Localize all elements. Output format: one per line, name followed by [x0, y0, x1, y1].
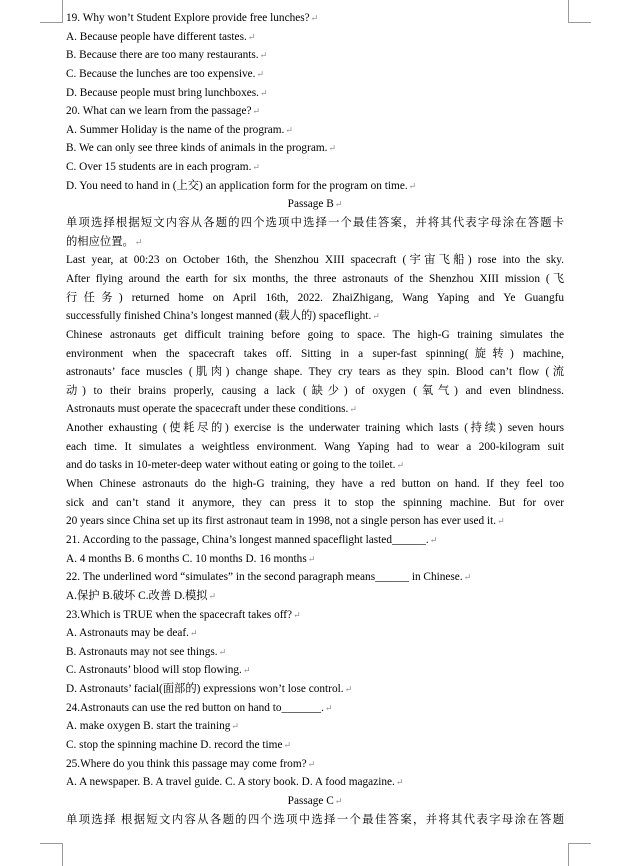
text-line-content: 20 years since China set up its first astronaut team in 1998, not a single person has ever used it. [66, 515, 497, 528]
text-line-content: A.保护 B.破坏 C.改善 D.模拟 [66, 589, 208, 602]
paragraph-mark-icon: ↵ [189, 628, 198, 639]
text-line [66, 214, 564, 233]
text-line [66, 755, 564, 774]
text-line [66, 9, 564, 28]
text-line [66, 606, 564, 625]
paragraph-mark-icon: ↵ [256, 68, 265, 79]
paragraph-mark-icon: ↵ [328, 143, 337, 154]
text-line [66, 84, 564, 103]
paragraph-mark-icon: ↵ [218, 646, 227, 657]
paragraph-mark-icon: ↵ [285, 124, 293, 135]
text-line-content: astronauts’ face muscles (肌肉) change shape. They cry tears as they spin. Blood can’t flow (流 [66, 366, 564, 379]
text-line-content: Astronauts must operate the spacecraft under these conditions. [66, 403, 349, 416]
text-line [66, 139, 564, 158]
paragraph-mark-icon: ↵ [324, 702, 333, 713]
text-line-content: 25.Where do you think this passage may come from? [66, 757, 307, 770]
paragraph-mark-icon: ↵ [429, 534, 438, 545]
text-line [66, 438, 564, 457]
text-line [66, 177, 564, 196]
text-line [66, 568, 564, 587]
text-line-content: When Chinese astronauts do the high-G training, they have a red button on hand. If they feel too [66, 478, 564, 491]
paragraph-mark-icon: ↵ [283, 739, 292, 750]
paragraph-mark-icon: ↵ [372, 311, 380, 322]
paragraph-mark-icon: ↵ [349, 404, 357, 415]
text-line [66, 289, 564, 308]
paragraph-mark-icon: ↵ [259, 87, 268, 98]
text-line-content: 的相应位置。 [66, 235, 134, 248]
document-body [66, 9, 564, 829]
text-line [66, 811, 564, 830]
paragraph-mark-icon: ↵ [307, 553, 316, 564]
text-line-content: D. Because people must bring lunchboxes. [66, 86, 259, 99]
text-line-content: C. Astronauts’ blood will stop flowing. [66, 664, 242, 677]
text-line-content: A. 4 months B. 6 months C. 10 months D. 16 months [66, 552, 307, 565]
paragraph-mark-icon: ↵ [247, 31, 256, 42]
text-line [66, 419, 564, 438]
text-line [66, 512, 564, 531]
text-line-content: and do tasks in 10-meter-deep water without eating or going to the toilet. [66, 459, 396, 472]
paragraph-mark-icon: ↵ [134, 236, 143, 247]
text-line-content: A. A newspaper. B. A travel guide. C. A story book. D. A food magazine. [66, 776, 395, 789]
paragraph-mark-icon: ↵ [408, 180, 417, 191]
paragraph-mark-icon: ↵ [208, 590, 217, 601]
text-line-content: B. Astronauts may not see things. [66, 645, 218, 658]
paragraph-mark-icon: ↵ [310, 13, 319, 23]
text-line-content: 21. According to the passage, China’s longest manned spaceflight lasted______. [66, 533, 429, 546]
text-line [66, 65, 564, 84]
text-line-content: Another exhausting (使耗尽的) exercise is the underwater training which lasts (持续) seven hours [66, 422, 564, 435]
paragraph-mark-icon: ↵ [252, 162, 260, 173]
text-line-content: Chinese astronauts get difficult training before going to space. The high-G training simulates the [66, 328, 564, 341]
text-line-content: 动) to their brains properly, causing a lack (缺少) of oxygen (氧气) and even blindness. [66, 384, 564, 397]
text-line [66, 251, 564, 270]
text-line-content: B. We can only see three kinds of animals in the program. [66, 142, 328, 155]
paragraph-mark-icon: ↵ [242, 665, 251, 676]
paragraph-mark-icon: ↵ [396, 460, 405, 471]
text-line [66, 233, 564, 252]
paragraph-mark-icon: ↵ [334, 795, 343, 806]
page-corner-mark-bottom-left [40, 843, 63, 866]
text-line [66, 158, 564, 177]
paragraph-mark-icon: ↵ [497, 516, 505, 527]
text-line [66, 363, 564, 382]
text-line [66, 550, 564, 569]
text-line [66, 307, 564, 326]
page-corner-mark-bottom-right [568, 843, 591, 866]
text-line-content: C. Because the lunches are too expensive. [66, 67, 256, 80]
text-line [66, 587, 564, 606]
text-line-content: C. Over 15 students are in each program. [66, 161, 252, 174]
page-corner-mark-top-right [568, 0, 591, 23]
text-line [66, 28, 564, 47]
text-line-content: each time. It simulates a weightless environment. Wang Yaping had to wear a 200-kilogram suit [66, 440, 564, 453]
paragraph-mark-icon: ↵ [344, 684, 353, 695]
text-line [66, 773, 564, 792]
text-line [66, 382, 564, 401]
text-line [66, 326, 564, 345]
text-line-content: 单项选择 根据短文内容从各题的四个选项中选择一个最佳答案，并将其代表字母涂在答题 [66, 813, 564, 826]
text-line-content: sick and can’t stand it anymore, they can press it to stop the spinning machine. But for over [66, 496, 564, 509]
text-line [66, 717, 564, 736]
text-line [66, 494, 564, 513]
text-line [66, 792, 564, 811]
page-corner-mark-top-left [40, 0, 63, 23]
text-line [66, 102, 564, 121]
text-line-content: 单项选择根据短文内容从各题的四个选项中选择一个最佳答案，并将其代表字母涂在答题卡 [66, 217, 564, 230]
text-line [66, 531, 564, 550]
text-line [66, 46, 564, 65]
text-line [66, 661, 564, 680]
text-line-content: 行任务) returned home on April 16th, 2022. ZhaiZhigang, Wang Yaping and Ye Guangfu [66, 291, 564, 304]
text-line-content: After flying around the earth for six months, the three astronauts of the Shenzhou XIII mission (飞 [66, 272, 564, 285]
text-line-content: Passage C [287, 794, 334, 807]
text-line-content: 19. Why won’t Student Explore provide free lunches? [66, 12, 310, 24]
text-line-content: A. Because people have different tastes. [66, 30, 247, 43]
text-line-content: environment when the spacecraft takes off. Sitting in a super-fast spinning(旋转) machine, [66, 347, 564, 360]
paragraph-mark-icon: ↵ [395, 777, 404, 788]
text-line-content: successfully finished China’s longest manned (载人的) spaceflight. [66, 310, 372, 323]
text-line-content: 23.Which is TRUE when the spacecraft takes off? [66, 608, 293, 621]
text-line-content: Last year, at 00:23 on October 16th, the Shenzhou XIII spacecraft (宇宙飞船) rose into the sky. [66, 254, 564, 267]
text-line [66, 680, 564, 699]
text-line [66, 345, 564, 364]
paragraph-mark-icon: ↵ [334, 199, 343, 210]
text-line [66, 699, 564, 718]
text-line-content: 22. The underlined word “simulates” in the second paragraph means______ in Chinese. [66, 571, 463, 584]
text-line [66, 456, 564, 475]
text-line-content: Passage B [287, 198, 334, 211]
text-line [66, 270, 564, 289]
text-line [66, 121, 564, 140]
text-line-content: 20. What can we learn from the passage? [66, 105, 252, 118]
text-line-content: A. Summer Holiday is the name of the program. [66, 123, 285, 136]
text-line [66, 195, 564, 214]
text-line [66, 736, 564, 755]
paragraph-mark-icon: ↵ [252, 106, 261, 117]
paragraph-mark-icon: ↵ [231, 721, 239, 732]
paragraph-mark-icon: ↵ [463, 572, 472, 583]
text-line-content: A. Astronauts may be deaf. [66, 627, 189, 640]
paragraph-mark-icon: ↵ [259, 50, 268, 61]
text-line-content: D. Astronauts’ facial(面部的) expressions won’t lose control. [66, 683, 344, 696]
text-line [66, 400, 564, 419]
paragraph-mark-icon: ↵ [293, 609, 301, 620]
text-line-content: D. You need to hand in (上交) an application form for the program on time. [66, 179, 408, 192]
text-line-content: B. Because there are too many restaurants. [66, 49, 259, 62]
text-line-content: A. make oxygen B. start the training [66, 720, 231, 733]
text-line-content: 24.Astronauts can use the red button on hand to_______. [66, 701, 324, 714]
text-line [66, 475, 564, 494]
text-line [66, 624, 564, 643]
text-line [66, 643, 564, 662]
text-line-content: C. stop the spinning machine D. record the time [66, 738, 283, 751]
paragraph-mark-icon: ↵ [307, 758, 316, 769]
